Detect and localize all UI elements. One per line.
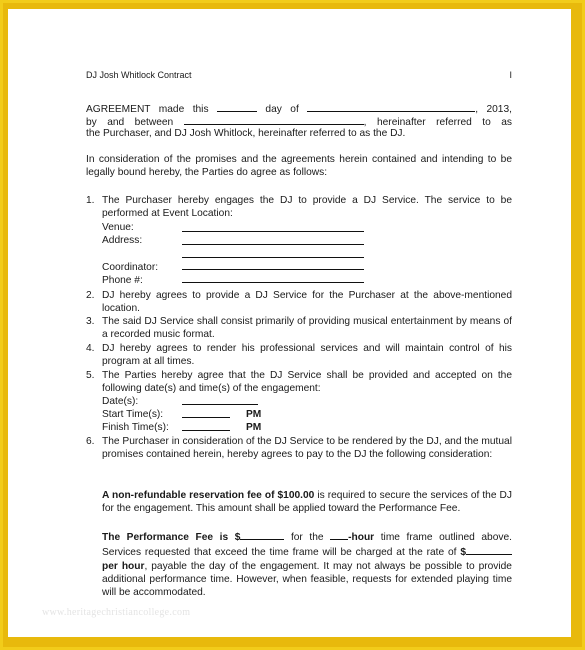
coordinator-label: Coordinator: bbox=[102, 262, 159, 273]
engagement-time-fields bbox=[86, 395, 512, 435]
dates-label: Date(s): bbox=[102, 396, 139, 407]
address-field-2[interactable] bbox=[182, 257, 364, 258]
event-location-fields bbox=[86, 221, 512, 291]
venue-label: Venue: bbox=[102, 222, 134, 233]
finish-time-label: Finish Time(s): bbox=[102, 422, 169, 433]
venue-field[interactable] bbox=[182, 231, 364, 232]
document-header bbox=[86, 69, 512, 82]
reservation-fee-paragraph: A non-refundable reservation fee of $100.00 is required to secure the services of the DJ for the engagement. This amount shall be applied toward the Performance Fee. bbox=[102, 490, 512, 515]
document-title: DJ Josh Whitlock Contract bbox=[86, 70, 192, 80]
hourly-rate-blank[interactable] bbox=[466, 544, 512, 555]
start-time-label: Start Time(s): bbox=[102, 409, 164, 420]
performance-fee-paragraph: The Performance Fee is $ for the -hour time frame outlined above. Services requested that exceed the time frame will be charged at the rate of $ per hour, payable the day of the engagement. It may not always be possible to provide additional performance time. However, when feasible, requests for extended playing time will be accommodated. bbox=[102, 529, 512, 599]
finish-time-field[interactable] bbox=[182, 430, 230, 431]
fee-amount-blank[interactable] bbox=[240, 529, 284, 540]
watermark: www.heritagechristiancollege.com bbox=[42, 607, 191, 618]
address-field[interactable] bbox=[182, 244, 364, 245]
phone-label: Phone #: bbox=[102, 275, 143, 286]
address-label: Address: bbox=[102, 235, 143, 246]
start-time-field[interactable] bbox=[182, 417, 230, 418]
day-blank[interactable] bbox=[217, 101, 257, 112]
page-mark: I bbox=[509, 70, 512, 80]
finish-pm-label: PM bbox=[246, 422, 262, 433]
phone-field[interactable] bbox=[182, 282, 364, 283]
dates-field[interactable] bbox=[182, 404, 258, 405]
document-page: DJ Josh Whitlock Contract I AGREEMENT made this day of , 2013, by and between , hereinafter referred to as the Purchaser, and DJ Josh Whitlock, hereinafter referred to as the DJ. In consideration of the promises and the agreements herein contained and intending to be legally bound hereby, the Parties do agree as follows: 1. The Purchaser hereby engages the DJ to provide a DJ Service. The service to be performed at Event Location: Venue: Address: Coordinator: Phone #: 2. DJ hereby agrees to provide a DJ Service for the Purchaser at the above-mentioned location. 3. The said DJ Service shall consist primarily of providing musical entertainment by means of a recorded music format. 4. DJ hereby agrees to render his professional services and will maintain control of his program at all times. 5. The Parties hereby agree that the DJ Service shall be provided and accepted on the following date(s) and time(s) of the engagement: Date(s): Start Time(s): PM Finish Time(s): PM 6. The Purchaser in consideration of the DJ Service to be rendered by the DJ, and the mutual promises contained herein, hereby agrees to pay to the DJ the following consideration: A non-refundable reservation fee of $100.00 is required to secure the services of the DJ for the engagement. This amount shall be applied toward the Performance Fee. The Performance Fee is $ for the -hour time frame outlined above. Services requested that exceed the time frame will be charged at the rate of $ per hour, payable the day of the engagement. It may not always be possible to provide additional performance time. However, when feasible, requests for extended playing time will be accommodated. www.heritagechristiancollege.com bbox=[8, 9, 571, 637]
month-blank[interactable] bbox=[307, 101, 475, 112]
coordinator-field[interactable] bbox=[182, 269, 364, 270]
start-pm-label: PM bbox=[246, 409, 262, 420]
hours-blank[interactable] bbox=[330, 529, 348, 540]
consideration-paragraph: In consideration of the promises and the agreements herein contained and intending to be legally bound hereby, the Parties do agree as follows: bbox=[86, 154, 512, 179]
intro-line-1: AGREEMENT made this day of , 2013, bbox=[86, 101, 512, 116]
intro-line-3: the Purchaser, and DJ Josh Whitlock, hereinafter referred to as the DJ. bbox=[86, 128, 406, 139]
purchaser-blank[interactable] bbox=[184, 114, 364, 125]
intro-line-2: by and between , hereinafter referred to as bbox=[86, 114, 512, 129]
